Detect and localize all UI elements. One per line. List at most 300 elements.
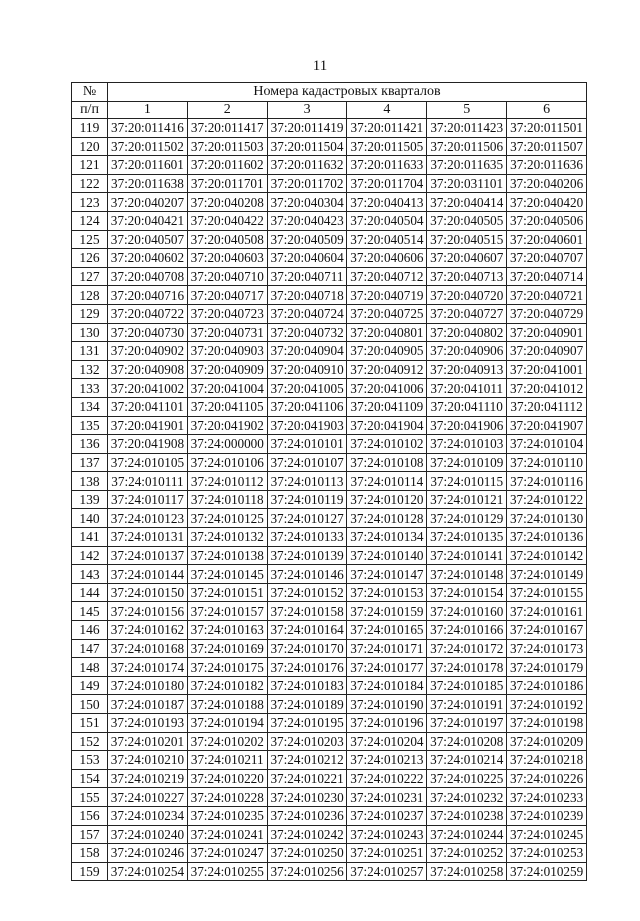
table-row xyxy=(72,323,587,342)
table-row xyxy=(72,806,587,825)
cadastral-number-cell: 37:24:010250 xyxy=(267,844,347,863)
cadastral-number-cell: 37:24:010133 xyxy=(267,528,347,547)
cadastral-number-cell: 37:24:010197 xyxy=(427,714,507,733)
cadastral-number-cell: 37:24:010125 xyxy=(187,509,267,528)
cadastral-number-cell: 37:20:041903 xyxy=(267,416,347,435)
cadastral-number-cell: 37:20:040422 xyxy=(187,211,267,230)
cadastral-number-cell: 37:24:010240 xyxy=(108,825,188,844)
cadastral-number-cell: 37:24:010121 xyxy=(427,490,507,509)
cadastral-quarters-table xyxy=(71,82,587,881)
cadastral-number-cell: 37:20:011417 xyxy=(187,119,267,138)
table-row xyxy=(72,788,587,807)
row-number: 129 xyxy=(72,304,108,323)
cadastral-number-cell: 37:20:011632 xyxy=(267,156,347,175)
cadastral-number-cell: 37:20:040505 xyxy=(427,211,507,230)
column-number: 3 xyxy=(267,102,347,119)
cadastral-number-cell: 37:24:010161 xyxy=(507,602,587,621)
cadastral-number-cell: 37:24:010220 xyxy=(187,769,267,788)
cadastral-number-cell: 37:20:040725 xyxy=(347,304,427,323)
cadastral-number-cell: 37:24:010123 xyxy=(108,509,188,528)
cadastral-number-cell: 37:24:010122 xyxy=(507,490,587,509)
cadastral-number-cell: 37:20:040604 xyxy=(267,249,347,268)
cadastral-number-cell: 37:20:040904 xyxy=(267,342,347,361)
cadastral-number-cell: 37:24:010163 xyxy=(187,621,267,640)
cadastral-number-cell: 37:24:010246 xyxy=(108,844,188,863)
row-number: 141 xyxy=(72,528,108,547)
cadastral-number-cell: 37:20:011419 xyxy=(267,119,347,138)
cadastral-number-cell: 37:24:010225 xyxy=(427,769,507,788)
cadastral-number-cell: 37:20:040719 xyxy=(347,286,427,305)
cadastral-number-cell: 37:24:010180 xyxy=(108,676,188,695)
cadastral-number-cell: 37:20:011602 xyxy=(187,156,267,175)
cadastral-number-cell: 37:20:040423 xyxy=(267,211,347,230)
cadastral-number-cell: 37:20:040304 xyxy=(267,193,347,212)
table-row xyxy=(72,416,587,435)
cadastral-number-cell: 37:24:010187 xyxy=(108,695,188,714)
table-row xyxy=(72,193,587,212)
cadastral-number-cell: 37:20:041002 xyxy=(108,379,188,398)
cadastral-number-cell: 37:24:010145 xyxy=(187,565,267,584)
cadastral-number-cell: 37:24:010195 xyxy=(267,714,347,733)
cadastral-number-cell: 37:24:010255 xyxy=(187,862,267,881)
row-number: 150 xyxy=(72,695,108,714)
cadastral-number-cell: 37:24:010186 xyxy=(507,676,587,695)
row-number: 132 xyxy=(72,360,108,379)
table-row xyxy=(72,490,587,509)
cadastral-number-cell: 37:24:010176 xyxy=(267,658,347,677)
table-row xyxy=(72,602,587,621)
cadastral-number-cell: 37:24:010242 xyxy=(267,825,347,844)
cadastral-number-cell: 37:20:041908 xyxy=(108,435,188,454)
cadastral-number-cell: 37:20:040711 xyxy=(267,267,347,286)
cadastral-number-cell: 37:20:041105 xyxy=(187,397,267,416)
cadastral-number-cell: 37:20:040420 xyxy=(507,193,587,212)
cadastral-number-cell: 37:24:010106 xyxy=(187,453,267,472)
row-number: 127 xyxy=(72,267,108,286)
header-row-top xyxy=(72,83,587,102)
cadastral-number-cell: 37:20:040909 xyxy=(187,360,267,379)
row-number: 158 xyxy=(72,844,108,863)
table-row xyxy=(72,453,587,472)
cadastral-number-cell: 37:24:010135 xyxy=(427,528,507,547)
cadastral-number-cell: 37:24:010188 xyxy=(187,695,267,714)
table-row xyxy=(72,342,587,361)
cadastral-number-cell: 37:24:010169 xyxy=(187,639,267,658)
cadastral-number-cell: 37:20:040724 xyxy=(267,304,347,323)
cadastral-number-cell: 37:20:040421 xyxy=(108,211,188,230)
cadastral-number-cell: 37:20:040601 xyxy=(507,230,587,249)
cadastral-number-cell: 37:24:010164 xyxy=(267,621,347,640)
cadastral-number-cell: 37:24:010175 xyxy=(187,658,267,677)
cadastral-number-cell: 37:24:010155 xyxy=(507,583,587,602)
cadastral-number-cell: 37:24:010140 xyxy=(347,546,427,565)
cadastral-number-cell: 37:24:010107 xyxy=(267,453,347,472)
row-number: 159 xyxy=(72,862,108,881)
cadastral-number-cell: 37:24:010139 xyxy=(267,546,347,565)
row-number: 156 xyxy=(72,806,108,825)
cadastral-number-cell: 37:24:010259 xyxy=(507,862,587,881)
cadastral-number-cell: 37:24:010102 xyxy=(347,435,427,454)
cadastral-number-cell: 37:20:041006 xyxy=(347,379,427,398)
header-row-bottom xyxy=(72,102,587,119)
cadastral-number-cell: 37:24:010184 xyxy=(347,676,427,695)
cadastral-number-cell: 37:20:040713 xyxy=(427,267,507,286)
cadastral-number-cell: 37:24:010129 xyxy=(427,509,507,528)
cadastral-number-cell: 37:20:041106 xyxy=(267,397,347,416)
cadastral-number-cell: 37:24:010219 xyxy=(108,769,188,788)
table-row xyxy=(72,156,587,175)
cadastral-number-cell: 37:20:040606 xyxy=(347,249,427,268)
row-number: 119 xyxy=(72,119,108,138)
cadastral-number-cell: 37:24:010118 xyxy=(187,490,267,509)
row-number: 131 xyxy=(72,342,108,361)
cadastral-number-cell: 37:20:011638 xyxy=(108,174,188,193)
cadastral-number-cell: 37:24:010112 xyxy=(187,472,267,491)
cadastral-number-cell: 37:20:041004 xyxy=(187,379,267,398)
cadastral-number-cell: 37:20:041904 xyxy=(347,416,427,435)
cadastral-number-cell: 37:20:041110 xyxy=(427,397,507,416)
cadastral-number-cell: 37:24:010138 xyxy=(187,546,267,565)
cadastral-number-cell: 37:24:010232 xyxy=(427,788,507,807)
row-number: 152 xyxy=(72,732,108,751)
table-row xyxy=(72,844,587,863)
cadastral-number-cell: 37:24:010159 xyxy=(347,602,427,621)
cadastral-number-cell: 37:20:040905 xyxy=(347,342,427,361)
cadastral-number-cell: 37:24:010256 xyxy=(267,862,347,881)
table-row xyxy=(72,825,587,844)
row-number: 135 xyxy=(72,416,108,435)
row-number: 154 xyxy=(72,769,108,788)
cadastral-number-cell: 37:24:010198 xyxy=(507,714,587,733)
cadastral-number-cell: 37:20:040730 xyxy=(108,323,188,342)
cadastral-number-cell: 37:20:040414 xyxy=(427,193,507,212)
cadastral-number-cell: 37:24:010171 xyxy=(347,639,427,658)
cadastral-number-cell: 37:20:041906 xyxy=(427,416,507,435)
cadastral-number-cell: 37:20:040910 xyxy=(267,360,347,379)
table-row xyxy=(72,286,587,305)
cadastral-number-cell: 37:20:041001 xyxy=(507,360,587,379)
cadastral-number-cell: 37:20:011416 xyxy=(108,119,188,138)
cadastral-number-cell: 37:20:040717 xyxy=(187,286,267,305)
table-body xyxy=(72,119,587,881)
cadastral-number-cell: 37:24:010236 xyxy=(267,806,347,825)
cadastral-number-cell: 37:24:010114 xyxy=(347,472,427,491)
table-row xyxy=(72,360,587,379)
cadastral-number-cell: 37:24:010108 xyxy=(347,453,427,472)
cadastral-number-cell: 37:20:040720 xyxy=(427,286,507,305)
cadastral-number-cell: 37:24:010150 xyxy=(108,583,188,602)
cadastral-number-cell: 37:20:040723 xyxy=(187,304,267,323)
table-row xyxy=(72,211,587,230)
cadastral-number-cell: 37:20:040707 xyxy=(507,249,587,268)
row-number: 146 xyxy=(72,621,108,640)
cadastral-number-cell: 37:24:010153 xyxy=(347,583,427,602)
cadastral-number-cell: 37:24:010183 xyxy=(267,676,347,695)
cadastral-number-cell: 37:20:040206 xyxy=(507,174,587,193)
cadastral-number-cell: 37:24:010178 xyxy=(427,658,507,677)
cadastral-number-cell: 37:24:010127 xyxy=(267,509,347,528)
cadastral-number-cell: 37:24:010241 xyxy=(187,825,267,844)
cadastral-number-cell: 37:20:040801 xyxy=(347,323,427,342)
cadastral-number-cell: 37:24:010191 xyxy=(427,695,507,714)
row-number: 125 xyxy=(72,230,108,249)
cadastral-number-cell: 37:24:010173 xyxy=(507,639,587,658)
cadastral-number-cell: 37:24:010189 xyxy=(267,695,347,714)
cadastral-number-cell: 37:20:011504 xyxy=(267,137,347,156)
cadastral-number-cell: 37:24:010157 xyxy=(187,602,267,621)
cadastral-number-cell: 37:24:010116 xyxy=(507,472,587,491)
cadastral-number-cell: 37:24:000000 xyxy=(187,435,267,454)
row-number: 153 xyxy=(72,751,108,770)
cadastral-number-cell: 37:20:040906 xyxy=(427,342,507,361)
cadastral-number-cell: 37:24:010104 xyxy=(507,435,587,454)
cadastral-number-cell: 37:24:010185 xyxy=(427,676,507,695)
cadastral-number-cell: 37:20:011503 xyxy=(187,137,267,156)
cadastral-number-cell: 37:20:011601 xyxy=(108,156,188,175)
cadastral-number-cell: 37:24:010196 xyxy=(347,714,427,733)
row-number: 134 xyxy=(72,397,108,416)
cadastral-number-cell: 37:24:010221 xyxy=(267,769,347,788)
cadastral-number-cell: 37:20:040901 xyxy=(507,323,587,342)
cadastral-number-cell: 37:24:010146 xyxy=(267,565,347,584)
cadastral-number-cell: 37:24:010168 xyxy=(108,639,188,658)
table-row xyxy=(72,546,587,565)
cadastral-number-cell: 37:24:010110 xyxy=(507,453,587,472)
cadastral-number-cell: 37:24:010147 xyxy=(347,565,427,584)
cadastral-number-cell: 37:24:010238 xyxy=(427,806,507,825)
cadastral-number-cell: 37:24:010154 xyxy=(427,583,507,602)
table-row xyxy=(72,732,587,751)
cadastral-number-cell: 37:24:010234 xyxy=(108,806,188,825)
table-row xyxy=(72,379,587,398)
cadastral-number-cell: 37:20:011633 xyxy=(347,156,427,175)
cadastral-number-cell: 37:20:040732 xyxy=(267,323,347,342)
table-row xyxy=(72,583,587,602)
cadastral-number-cell: 37:24:010162 xyxy=(108,621,188,640)
cadastral-number-cell: 37:24:010148 xyxy=(427,565,507,584)
table-row xyxy=(72,174,587,193)
cadastral-number-cell: 37:24:010228 xyxy=(187,788,267,807)
table-row xyxy=(72,304,587,323)
cadastral-number-cell: 37:20:040908 xyxy=(108,360,188,379)
cadastral-number-cell: 37:24:010119 xyxy=(267,490,347,509)
cadastral-number-cell: 37:20:040727 xyxy=(427,304,507,323)
row-number: 157 xyxy=(72,825,108,844)
num-header-bottom: п/п xyxy=(72,102,108,119)
cadastral-number-cell: 37:20:041112 xyxy=(507,397,587,416)
cadastral-number-cell: 37:24:010244 xyxy=(427,825,507,844)
cadastral-number-cell: 37:24:010202 xyxy=(187,732,267,751)
cadastral-number-cell: 37:20:040714 xyxy=(507,267,587,286)
cadastral-number-cell: 37:20:041109 xyxy=(347,397,427,416)
row-number: 124 xyxy=(72,211,108,230)
column-number: 6 xyxy=(507,102,587,119)
cadastral-number-cell: 37:24:010103 xyxy=(427,435,507,454)
row-number: 151 xyxy=(72,714,108,733)
cadastral-number-cell: 37:24:010211 xyxy=(187,751,267,770)
cadastral-number-cell: 37:20:040903 xyxy=(187,342,267,361)
cadastral-number-cell: 37:20:040907 xyxy=(507,342,587,361)
table-row xyxy=(72,397,587,416)
cadastral-number-cell: 37:20:040207 xyxy=(108,193,188,212)
cadastral-number-cell: 37:20:040716 xyxy=(108,286,188,305)
cadastral-number-cell: 37:20:040506 xyxy=(507,211,587,230)
cadastral-number-cell: 37:20:041005 xyxy=(267,379,347,398)
cadastral-number-cell: 37:24:010117 xyxy=(108,490,188,509)
cadastral-number-cell: 37:24:010158 xyxy=(267,602,347,621)
cadastral-number-cell: 37:24:010235 xyxy=(187,806,267,825)
table-row xyxy=(72,230,587,249)
row-number: 120 xyxy=(72,137,108,156)
cadastral-number-cell: 37:24:010245 xyxy=(507,825,587,844)
cadastral-number-cell: 37:20:040802 xyxy=(427,323,507,342)
cadastral-number-cell: 37:20:011506 xyxy=(427,137,507,156)
cadastral-number-cell: 37:20:040509 xyxy=(267,230,347,249)
cadastral-number-cell: 37:20:041902 xyxy=(187,416,267,435)
row-number: 139 xyxy=(72,490,108,509)
group-header: Номера кадастровых кварталов xyxy=(108,83,587,102)
row-number: 143 xyxy=(72,565,108,584)
cadastral-number-cell: 37:24:010210 xyxy=(108,751,188,770)
cadastral-number-cell: 37:24:010130 xyxy=(507,509,587,528)
cadastral-number-cell: 37:24:010134 xyxy=(347,528,427,547)
cadastral-number-cell: 37:24:010192 xyxy=(507,695,587,714)
cadastral-number-cell: 37:24:010201 xyxy=(108,732,188,751)
cadastral-number-cell: 37:24:010136 xyxy=(507,528,587,547)
cadastral-number-cell: 37:20:040607 xyxy=(427,249,507,268)
cadastral-number-cell: 37:24:010120 xyxy=(347,490,427,509)
table-row xyxy=(72,267,587,286)
cadastral-number-cell: 37:20:040514 xyxy=(347,230,427,249)
table-row xyxy=(72,714,587,733)
cadastral-number-cell: 37:24:010222 xyxy=(347,769,427,788)
cadastral-number-cell: 37:24:010208 xyxy=(427,732,507,751)
cadastral-number-cell: 37:24:010251 xyxy=(347,844,427,863)
cadastral-number-cell: 37:20:011507 xyxy=(507,137,587,156)
column-number: 5 xyxy=(427,102,507,119)
column-number: 1 xyxy=(108,102,188,119)
cadastral-number-cell: 37:24:010170 xyxy=(267,639,347,658)
cadastral-number-cell: 37:20:040712 xyxy=(347,267,427,286)
table-row xyxy=(72,565,587,584)
cadastral-number-cell: 37:24:010115 xyxy=(427,472,507,491)
cadastral-number-cell: 37:20:040708 xyxy=(108,267,188,286)
row-number: 145 xyxy=(72,602,108,621)
cadastral-number-cell: 37:24:010253 xyxy=(507,844,587,863)
cadastral-number-cell: 37:24:010254 xyxy=(108,862,188,881)
cadastral-number-cell: 37:20:040208 xyxy=(187,193,267,212)
cadastral-number-cell: 37:24:010214 xyxy=(427,751,507,770)
row-number: 155 xyxy=(72,788,108,807)
table-row xyxy=(72,472,587,491)
table-row xyxy=(72,769,587,788)
cadastral-number-cell: 37:20:011505 xyxy=(347,137,427,156)
cadastral-number-cell: 37:24:010144 xyxy=(108,565,188,584)
row-number: 138 xyxy=(72,472,108,491)
cadastral-number-cell: 37:24:010213 xyxy=(347,751,427,770)
cadastral-number-cell: 37:20:040504 xyxy=(347,211,427,230)
cadastral-number-cell: 37:20:040729 xyxy=(507,304,587,323)
cadastral-number-cell: 37:24:010179 xyxy=(507,658,587,677)
cadastral-number-cell: 37:24:010166 xyxy=(427,621,507,640)
cadastral-number-cell: 37:24:010101 xyxy=(267,435,347,454)
table-row xyxy=(72,509,587,528)
page-number: 11 xyxy=(312,58,328,74)
cadastral-number-cell: 37:20:011702 xyxy=(267,174,347,193)
cadastral-number-cell: 37:20:040718 xyxy=(267,286,347,305)
cadastral-number-cell: 37:24:010149 xyxy=(507,565,587,584)
cadastral-number-cell: 37:20:041101 xyxy=(108,397,188,416)
cadastral-number-cell: 37:24:010167 xyxy=(507,621,587,640)
cadastral-number-cell: 37:20:040507 xyxy=(108,230,188,249)
cadastral-number-cell: 37:20:040515 xyxy=(427,230,507,249)
table-row xyxy=(72,751,587,770)
table-row xyxy=(72,639,587,658)
column-number: 4 xyxy=(347,102,427,119)
row-number: 126 xyxy=(72,249,108,268)
row-number: 130 xyxy=(72,323,108,342)
cadastral-number-cell: 37:24:010105 xyxy=(108,453,188,472)
cadastral-number-cell: 37:20:011502 xyxy=(108,137,188,156)
cadastral-number-cell: 37:24:010233 xyxy=(507,788,587,807)
cadastral-number-cell: 37:24:010212 xyxy=(267,751,347,770)
cadastral-number-cell: 37:24:010194 xyxy=(187,714,267,733)
cadastral-number-cell: 37:20:011501 xyxy=(507,119,587,138)
cadastral-number-cell: 37:24:010239 xyxy=(507,806,587,825)
cadastral-number-cell: 37:24:010203 xyxy=(267,732,347,751)
cadastral-number-cell: 37:24:010132 xyxy=(187,528,267,547)
row-number: 149 xyxy=(72,676,108,695)
cadastral-number-cell: 37:24:010237 xyxy=(347,806,427,825)
cadastral-number-cell: 37:20:011635 xyxy=(427,156,507,175)
cadastral-number-cell: 37:20:040721 xyxy=(507,286,587,305)
cadastral-number-cell: 37:24:010258 xyxy=(427,862,507,881)
column-number: 2 xyxy=(187,102,267,119)
cadastral-number-cell: 37:24:010252 xyxy=(427,844,507,863)
cadastral-number-cell: 37:20:041907 xyxy=(507,416,587,435)
cadastral-number-cell: 37:24:010111 xyxy=(108,472,188,491)
row-number: 121 xyxy=(72,156,108,175)
cadastral-number-cell: 37:20:031101 xyxy=(427,174,507,193)
table-row xyxy=(72,528,587,547)
num-header-top: № xyxy=(72,83,108,102)
cadastral-number-cell: 37:20:011704 xyxy=(347,174,427,193)
cadastral-number-cell: 37:20:040508 xyxy=(187,230,267,249)
table-row xyxy=(72,862,587,881)
cadastral-number-cell: 37:24:010227 xyxy=(108,788,188,807)
cadastral-number-cell: 37:20:011636 xyxy=(507,156,587,175)
cadastral-number-cell: 37:24:010128 xyxy=(347,509,427,528)
cadastral-number-cell: 37:24:010174 xyxy=(108,658,188,677)
cadastral-number-cell: 37:20:040603 xyxy=(187,249,267,268)
table-row xyxy=(72,658,587,677)
cadastral-number-cell: 37:20:041011 xyxy=(427,379,507,398)
table-row xyxy=(72,249,587,268)
cadastral-number-cell: 37:20:011701 xyxy=(187,174,267,193)
cadastral-number-cell: 37:24:010230 xyxy=(267,788,347,807)
row-number: 144 xyxy=(72,583,108,602)
cadastral-number-cell: 37:24:010165 xyxy=(347,621,427,640)
cadastral-number-cell: 37:24:010193 xyxy=(108,714,188,733)
cadastral-number-cell: 37:24:010141 xyxy=(427,546,507,565)
table-row xyxy=(72,676,587,695)
cadastral-number-cell: 37:24:010113 xyxy=(267,472,347,491)
cadastral-number-cell: 37:20:011421 xyxy=(347,119,427,138)
row-number: 148 xyxy=(72,658,108,677)
cadastral-number-cell: 37:24:010226 xyxy=(507,769,587,788)
cadastral-number-cell: 37:24:010109 xyxy=(427,453,507,472)
table-row xyxy=(72,119,587,138)
